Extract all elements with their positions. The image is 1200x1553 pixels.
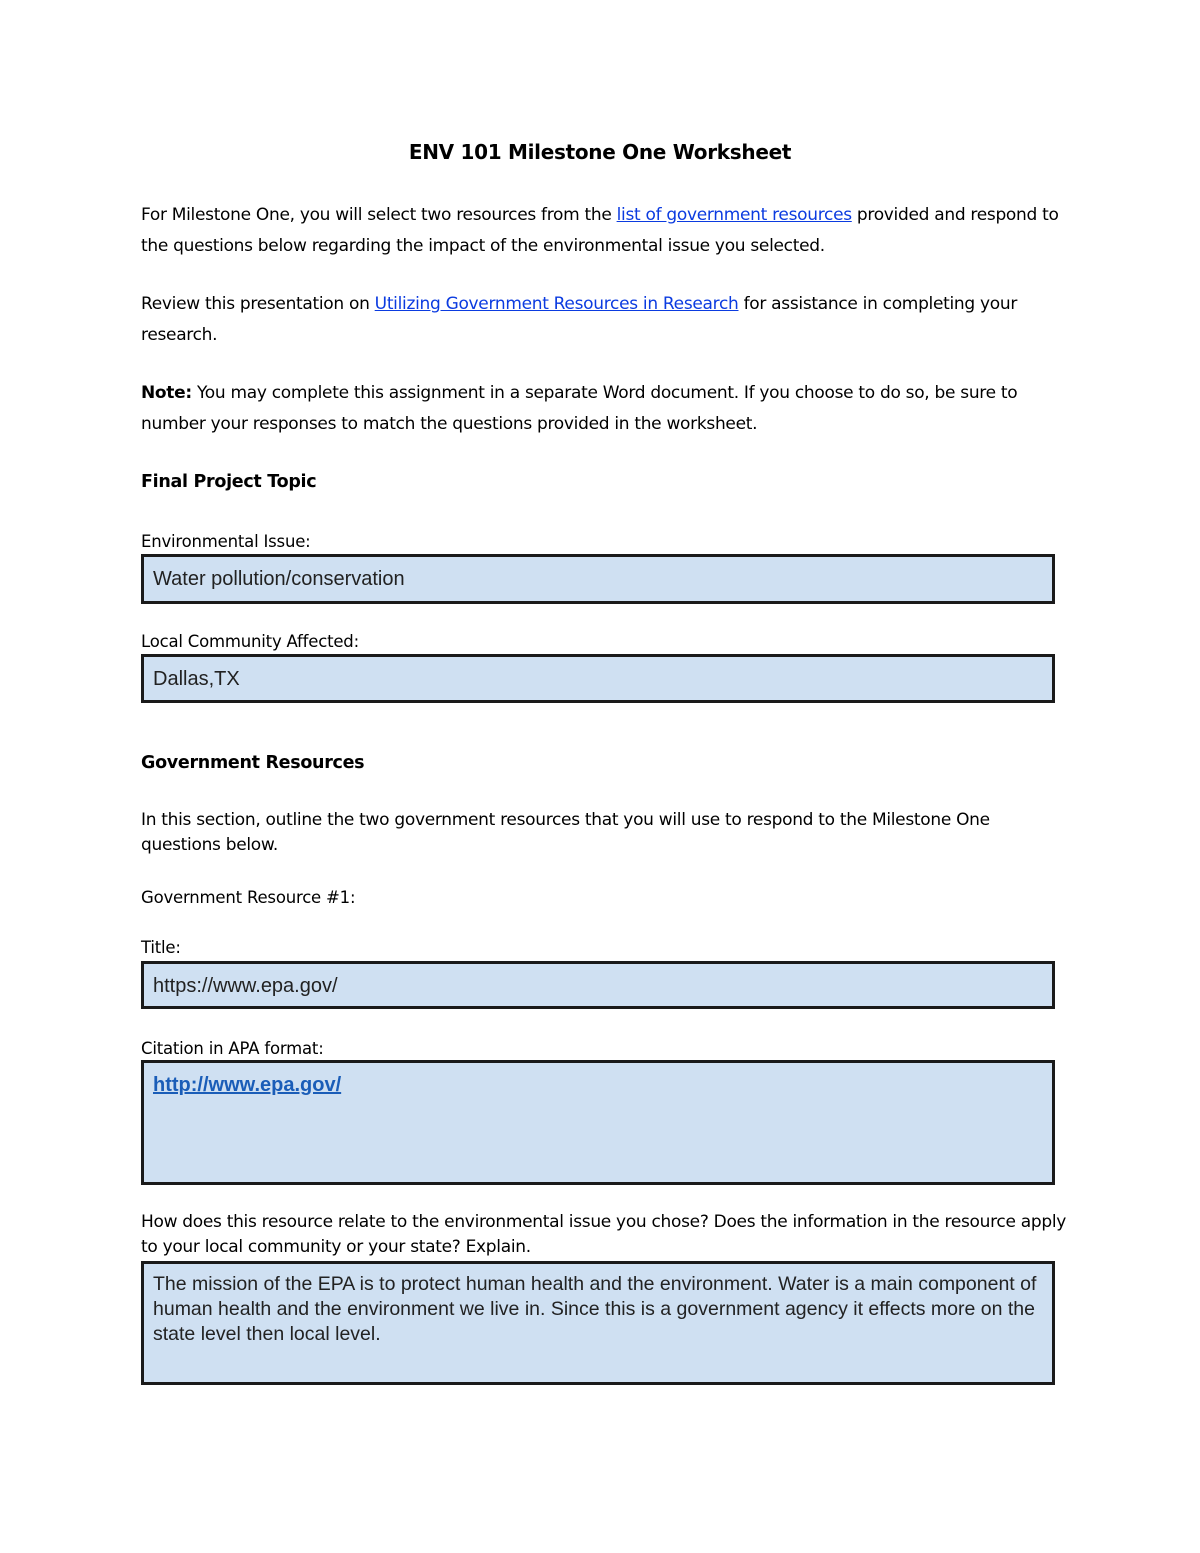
note-label: Note: (141, 383, 192, 403)
environmental-issue-field[interactable]: Water pollution/conservation (141, 554, 1055, 604)
intro-paragraph: For Milestone One, you will select two resources from the list of government resources provided and respond to the questions below regarding the impact of the environmental issue you selected. (141, 205, 1059, 256)
note-paragraph: Note: You may complete this assignment in a separate Word document. If you choose to do so, be sure to number your responses to match the questions provided in the worksheet. (141, 383, 1018, 434)
citation-field[interactable] (141, 1060, 1055, 1185)
final-project-heading: Final Project Topic (141, 472, 317, 492)
government-resources-link[interactable]: list of government resources (616, 205, 852, 225)
resources-intro-paragraph: In this section, outline the two government resources that you will use to respond to the Milestone One questions below. (141, 810, 990, 855)
resource-answer-field[interactable]: The mission of the EPA is to protect human health and the environment. Water is a main component of human health and the environment we live in. Since this is a government agency it effects more on the state level then local level. (141, 1261, 1055, 1385)
review-paragraph: Review this presentation on Utilizing Government Resources in Research for assistance in completing your research. (141, 294, 1018, 345)
citation-link[interactable]: http://www.epa.gov/ (153, 1074, 342, 1096)
environmental-issue-label: Environmental Issue: (141, 532, 311, 551)
government-resources-heading: Government Resources (141, 753, 365, 773)
resource-question: How does this resource relate to the environmental issue you chose? Does the information in the resource apply to your local community or your state? Explain. (141, 1212, 1067, 1257)
page-title: ENV 101 Milestone One Worksheet (408, 140, 792, 164)
title-field[interactable]: https://www.epa.gov/ (141, 961, 1055, 1009)
local-community-label: Local Community Affected: (141, 632, 359, 651)
title-label: Title: (141, 938, 181, 957)
local-community-field[interactable]: Dallas,TX (141, 654, 1055, 703)
presentation-link[interactable]: Utilizing Government Resources in Research (374, 294, 739, 314)
resource-1-label: Government Resource #1: (141, 888, 356, 907)
citation-label: Citation in APA format: (141, 1039, 324, 1058)
